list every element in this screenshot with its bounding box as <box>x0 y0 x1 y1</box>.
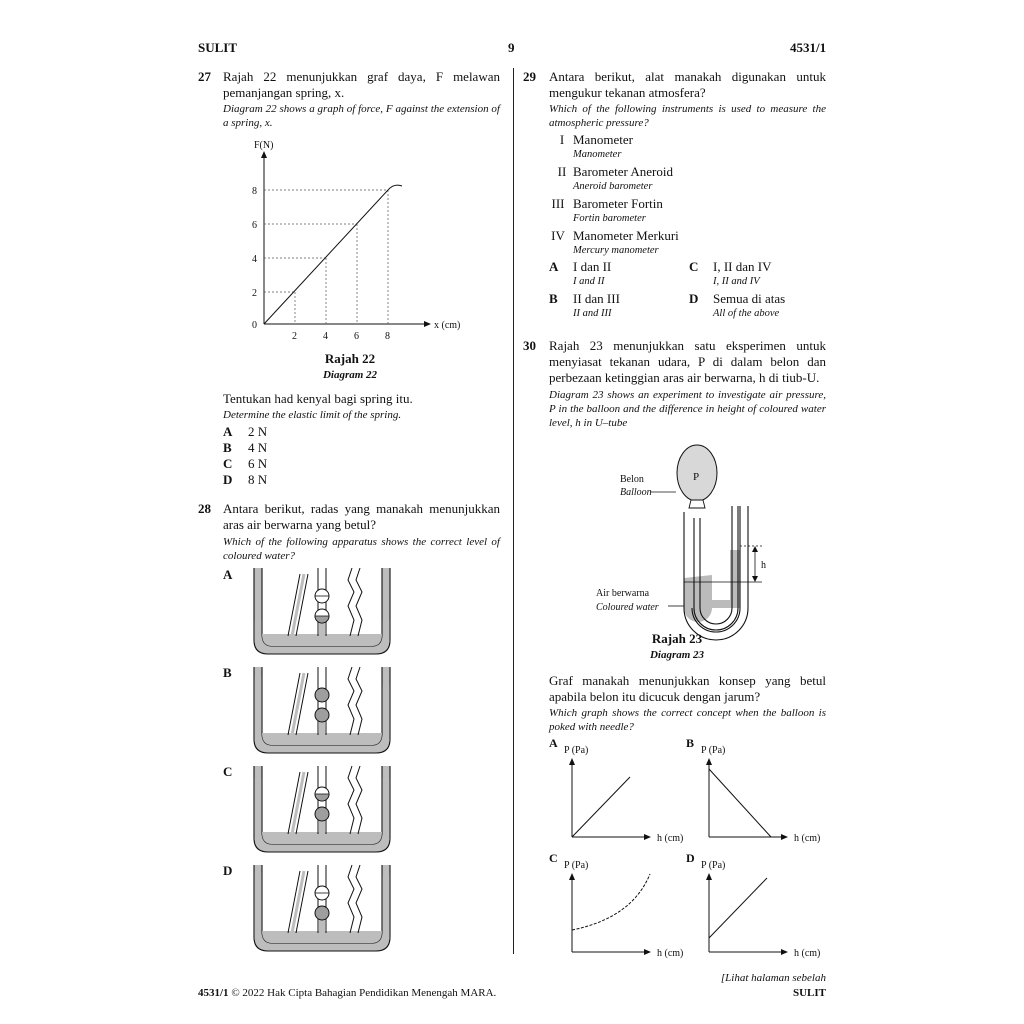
q27-prompt-malay: Tentukan had kenyal bagi spring itu. <box>223 391 413 406</box>
q28-text-malay: Antara berikut, radas yang manakah menunjukkan aras air berwarna yang betul? <box>223 501 500 532</box>
q28-apparatus-d <box>254 865 390 951</box>
q29-item-4-roman: IV <box>551 228 565 243</box>
q30-graph-ylabel: P (Pa) <box>701 745 726 756</box>
q29-item-1-malay: Manometer <box>573 132 633 147</box>
q29-item-3-malay: Barometer Fortin <box>573 196 663 211</box>
q29-item-1-roman: I <box>559 132 565 147</box>
q27-number: 27 <box>198 69 211 84</box>
q29-item-1-english: Manometer <box>573 149 622 160</box>
q30-graph-a <box>549 736 683 844</box>
q27-x-label: x (cm) <box>434 320 461 331</box>
footer-next-page: [Lihat halaman sebelah <box>720 972 826 984</box>
q30-balloon-letter: P <box>693 471 700 483</box>
q29-item-4-malay: Manometer Merkuri <box>573 228 679 243</box>
q30-text-english: Diagram 23 shows an experiment to investigate air pressure, P in the balloon and the difference in height of coloured water level, h in U–tube <box>549 389 826 429</box>
q30-graph-line <box>572 777 630 837</box>
q30-prompt-english: Which graph shows the correct concept when the balloon is poked with needle? <box>549 707 826 733</box>
footer-sulit: SULIT <box>792 987 826 999</box>
q27-xtick-8: 8 <box>385 331 390 342</box>
q28-apparatus-figures <box>250 568 400 968</box>
q27-ytick-8: 8 <box>252 186 257 197</box>
q29-item-2-english: Aneroid barometer <box>573 181 653 192</box>
header-sulit: SULIT <box>198 40 238 55</box>
q27-y-label: F(N) <box>254 140 274 151</box>
page-number: 9 <box>508 40 515 55</box>
q30-prompt-malay: Graf manakah menunjukkan konsep yang betul apabila belon itu dicucuk dengan jarum? <box>549 673 826 704</box>
q29-item-2-roman: II <box>557 164 567 179</box>
q27-caption-english: Diagram 22 <box>322 369 378 381</box>
q27-xtick-4: 4 <box>323 331 328 342</box>
q30-graph-b <box>686 736 820 844</box>
q29-item-4-english: Mercury manometer <box>573 245 659 256</box>
q28-apparatus-b <box>254 667 390 753</box>
q27-text-malay: Rajah 22 menunjukkan graf daya, F melawan pemanjangan spring, x. <box>223 69 500 100</box>
footer-left: 4531/1 © 2022 Hak Cipta Bahagian Pendidikan Menengah MARA. <box>198 987 497 999</box>
q28-label-d: D <box>223 863 233 878</box>
q29-item-3-roman: III <box>551 196 565 211</box>
q30-graph-line <box>709 769 771 837</box>
q30-graph-letter: D <box>686 851 695 865</box>
q30-graph-c <box>549 851 683 959</box>
q27-ytick-6: 6 <box>252 220 257 231</box>
q30-graph-ylabel: P (Pa) <box>701 860 726 871</box>
q27-prompt-english: Determine the elastic limit of the spring. <box>223 409 402 421</box>
q27-option-d[interactable]: D 8 N <box>223 472 268 487</box>
q27-caption-malay: Rajah 22 <box>324 351 376 366</box>
q27-force-extension-graph <box>222 138 462 348</box>
q27-ytick-2: 2 <box>252 288 257 299</box>
q30-graph-line <box>709 878 767 938</box>
q30-graph-d <box>686 851 820 959</box>
q27-curve-end <box>388 185 402 190</box>
q30-answer-graphs <box>540 735 830 965</box>
q30-graph-xlabel: h (cm) <box>794 833 821 844</box>
q30-graph-ylabel: P (Pa) <box>564 745 589 756</box>
q30-caption-malay: Rajah 23 <box>651 631 703 646</box>
q30-graph-xlabel: h (cm) <box>657 948 684 959</box>
q30-caption-english: Diagram 23 <box>649 649 705 661</box>
header-paper-code: 4531/1 <box>790 40 827 55</box>
q30-text-malay: Rajah 23 menunjukkan satu eksperimen untuk menyiasat tekanan udara, P di dalam belon dan perbezaan ketinggian aras air berwarna, h di tiub-U. <box>549 338 826 385</box>
q30-graph-xlabel: h (cm) <box>657 833 684 844</box>
q27-text-english: Diagram 22 shows a graph of force, F against the extension of a spring, x. <box>223 103 500 129</box>
q30-water-label-malay: Air berwarna <box>596 588 650 599</box>
q30-graph-letter: C <box>549 851 558 865</box>
q29-text-malay: Antara berikut, alat manakah digunakan untuk mengukur tekanan atmosfera? <box>549 69 826 100</box>
q27-xtick-2: 2 <box>292 331 297 342</box>
q27-xtick-6: 6 <box>354 331 359 342</box>
q28-apparatus-c <box>254 766 390 852</box>
q30-number: 30 <box>523 338 536 353</box>
q27-ytick-4: 4 <box>252 254 257 265</box>
q28-label-a: A <box>223 567 233 582</box>
q30-graph-xlabel: h (cm) <box>794 948 821 959</box>
q27-option-b[interactable]: B 4 N <box>223 440 268 455</box>
q30-graph-letter: A <box>549 736 558 750</box>
q30-water-label-english: Coloured water <box>596 602 659 613</box>
q27-ytick-0: 0 <box>252 320 257 331</box>
q30-graph-ylabel: P (Pa) <box>564 860 589 871</box>
q30-balloon-label-malay: Belon <box>620 474 644 485</box>
q30-h-label: h <box>761 560 766 571</box>
q30-graph-letter: B <box>686 736 695 750</box>
q27-option-c[interactable]: C 6 N <box>223 456 268 471</box>
q28-text-english: Which of the following apparatus shows the correct level of coloured water? <box>223 536 500 562</box>
q27-option-a[interactable]: A 2 N <box>223 424 268 439</box>
q30-graph-line <box>572 874 650 930</box>
q28-apparatus-a <box>254 568 390 654</box>
q29-text-english: Which of the following instruments is used to measure the atmospheric pressure? <box>549 103 826 129</box>
q28-label-c: C <box>223 764 233 779</box>
q30-u-tube-diagram <box>590 440 830 620</box>
q30-balloon-label-english: Balloon <box>620 487 652 498</box>
q29-item-3-english: Fortin barometer <box>573 213 646 224</box>
q28-number: 28 <box>198 501 211 516</box>
q29-item-2-malay: Barometer Aneroid <box>573 164 673 179</box>
column-divider <box>513 68 514 954</box>
q28-label-b: B <box>223 665 232 680</box>
q29-number: 29 <box>523 69 536 84</box>
